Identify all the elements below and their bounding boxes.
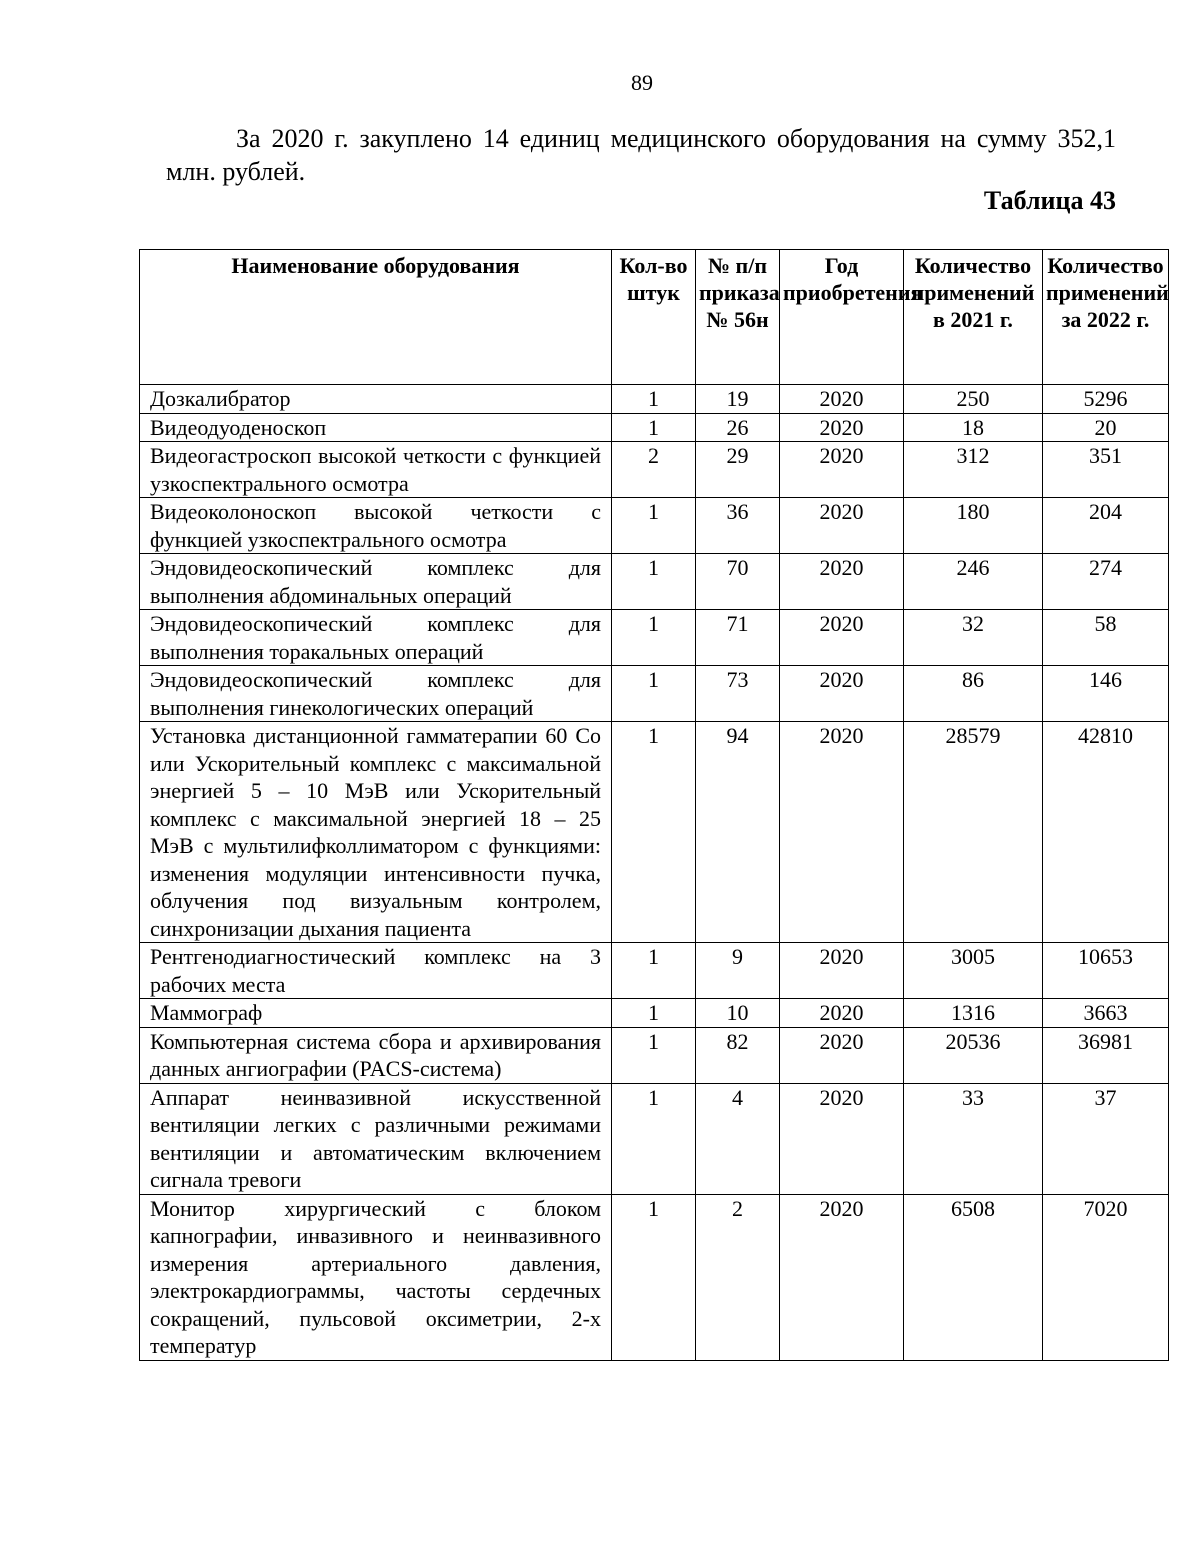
cell-uses-2021: 6508	[904, 1194, 1043, 1360]
cell-quantity: 1	[612, 385, 696, 414]
table-row	[140, 999, 1169, 1028]
cell-order-number: 26	[696, 413, 780, 442]
cell-quantity: 1	[612, 554, 696, 610]
cell-uses-2021: 33	[904, 1083, 1043, 1194]
cell-order-number: 71	[696, 610, 780, 666]
cell-uses-2022: 146	[1043, 666, 1169, 722]
cell-equipment-name: Видеодуоденоскоп	[140, 413, 612, 442]
cell-quantity: 1	[612, 610, 696, 666]
cell-uses-2021: 18	[904, 413, 1043, 442]
cell-purchase-year: 2020	[780, 722, 904, 943]
cell-uses-2021: 3005	[904, 943, 1043, 999]
cell-purchase-year: 2020	[780, 385, 904, 414]
cell-uses-2022: 3663	[1043, 999, 1169, 1028]
cell-purchase-year: 2020	[780, 554, 904, 610]
cell-quantity: 1	[612, 498, 696, 554]
cell-order-number: 73	[696, 666, 780, 722]
cell-uses-2021: 250	[904, 385, 1043, 414]
cell-equipment-name: Видеогастроскоп высокой четкости с функцией узкоспектрального осмотра	[140, 442, 612, 498]
cell-purchase-year: 2020	[780, 999, 904, 1028]
cell-equipment-name: Дозкалибратор	[140, 385, 612, 414]
cell-quantity: 1	[612, 1027, 696, 1083]
cell-quantity: 1	[612, 666, 696, 722]
header-uses-2022: Количество применений за 2022 г.	[1043, 250, 1169, 385]
cell-quantity: 1	[612, 1083, 696, 1194]
cell-uses-2022: 20	[1043, 413, 1169, 442]
cell-equipment-name: Видеоколоноскоп высокой четкости с функцией узкоспектрального осмотра	[140, 498, 612, 554]
cell-purchase-year: 2020	[780, 1083, 904, 1194]
table-row	[140, 666, 1169, 722]
cell-uses-2022: 36981	[1043, 1027, 1169, 1083]
cell-uses-2021: 86	[904, 666, 1043, 722]
cell-equipment-name: Рентгенодиагностический комплекс на 3 рабочих места	[140, 943, 612, 999]
cell-quantity: 1	[612, 1194, 696, 1360]
table-row	[140, 943, 1169, 999]
header-equipment-name: Наименование оборудования	[140, 250, 612, 385]
cell-uses-2021: 246	[904, 554, 1043, 610]
table-row	[140, 413, 1169, 442]
cell-order-number: 10	[696, 999, 780, 1028]
table-row	[140, 1083, 1169, 1194]
header-uses-2021: Количество применений в 2021 г.	[904, 250, 1043, 385]
cell-equipment-name: Эндовидеоскопический комплекс для выполнения абдоминальных операций	[140, 554, 612, 610]
cell-uses-2022: 204	[1043, 498, 1169, 554]
cell-purchase-year: 2020	[780, 610, 904, 666]
table-caption: Таблица 43	[983, 186, 1116, 215]
cell-uses-2022: 37	[1043, 1083, 1169, 1194]
table-row	[140, 1027, 1169, 1083]
cell-order-number: 94	[696, 722, 780, 943]
table-row	[140, 442, 1169, 498]
cell-order-number: 36	[696, 498, 780, 554]
cell-uses-2022: 10653	[1043, 943, 1169, 999]
cell-quantity: 1	[612, 413, 696, 442]
cell-purchase-year: 2020	[780, 413, 904, 442]
header-purchase-year: Год приобретения	[780, 250, 904, 385]
table-row	[140, 385, 1169, 414]
cell-purchase-year: 2020	[780, 943, 904, 999]
cell-uses-2022: 274	[1043, 554, 1169, 610]
cell-uses-2022: 351	[1043, 442, 1169, 498]
cell-order-number: 9	[696, 943, 780, 999]
cell-quantity: 1	[612, 999, 696, 1028]
cell-uses-2021: 28579	[904, 722, 1043, 943]
cell-order-number: 82	[696, 1027, 780, 1083]
cell-uses-2021: 180	[904, 498, 1043, 554]
cell-uses-2021: 20536	[904, 1027, 1043, 1083]
cell-purchase-year: 2020	[780, 498, 904, 554]
cell-order-number: 29	[696, 442, 780, 498]
cell-order-number: 19	[696, 385, 780, 414]
page-number: 89	[631, 70, 653, 95]
cell-order-number: 4	[696, 1083, 780, 1194]
cell-equipment-name: Аппарат неинвазивной искусственной вентиляции легких с различными режимами вентиляции и автоматическим включением сигнала тревоги	[140, 1083, 612, 1194]
cell-uses-2021: 32	[904, 610, 1043, 666]
cell-uses-2022: 7020	[1043, 1194, 1169, 1360]
table-row	[140, 610, 1169, 666]
cell-equipment-name: Компьютерная система сбора и архивирования данных ангиографии (PACS-система)	[140, 1027, 612, 1083]
header-quantity: Кол-во штук	[612, 250, 696, 385]
cell-uses-2022: 42810	[1043, 722, 1169, 943]
cell-equipment-name: Маммограф	[140, 999, 612, 1028]
cell-purchase-year: 2020	[780, 1027, 904, 1083]
cell-order-number: 70	[696, 554, 780, 610]
cell-equipment-name: Монитор хирургический с блоком капнографии, инвазивного и неинвазивного измерения артериального давления, электрокардиограммы, частоты сердечных сокращений, пульсовой оксиметрии, 2-х температур	[140, 1194, 612, 1360]
table-row	[140, 1194, 1169, 1360]
cell-uses-2021: 312	[904, 442, 1043, 498]
cell-uses-2022: 5296	[1043, 385, 1169, 414]
cell-uses-2022: 58	[1043, 610, 1169, 666]
cell-equipment-name: Установка дистанционной гамматерапии 60 Со или Ускорительный комплекс с максимальной энергией 5 – 10 МэВ или Ускорительный комплекс с максимальной энергией 18 – 25 МэВ с мультилифколлиматором с функциями: изменения модуляции интенсивности пучка, облучения под визуальным контролем, синхронизации дыхания пациента	[140, 722, 612, 943]
cell-quantity: 1	[612, 943, 696, 999]
table-row	[140, 554, 1169, 610]
cell-quantity: 1	[612, 722, 696, 943]
cell-purchase-year: 2020	[780, 1194, 904, 1360]
intro-paragraph: За 2020 г. закуплено 14 единиц медицинского оборудования на сумму 352,1 млн. рублей.	[166, 124, 1116, 186]
cell-uses-2021: 1316	[904, 999, 1043, 1028]
cell-quantity: 2	[612, 442, 696, 498]
cell-purchase-year: 2020	[780, 442, 904, 498]
table-header-row	[140, 250, 1169, 385]
cell-equipment-name: Эндовидеоскопический комплекс для выполнения торакальных операций	[140, 610, 612, 666]
table-row	[140, 722, 1169, 943]
equipment-table	[139, 249, 1169, 1361]
table-row	[140, 498, 1169, 554]
cell-purchase-year: 2020	[780, 666, 904, 722]
header-order-number: № п/п приказа № 56н	[696, 250, 780, 385]
cell-equipment-name: Эндовидеоскопический комплекс для выполнения гинекологических операций	[140, 666, 612, 722]
cell-order-number: 2	[696, 1194, 780, 1360]
